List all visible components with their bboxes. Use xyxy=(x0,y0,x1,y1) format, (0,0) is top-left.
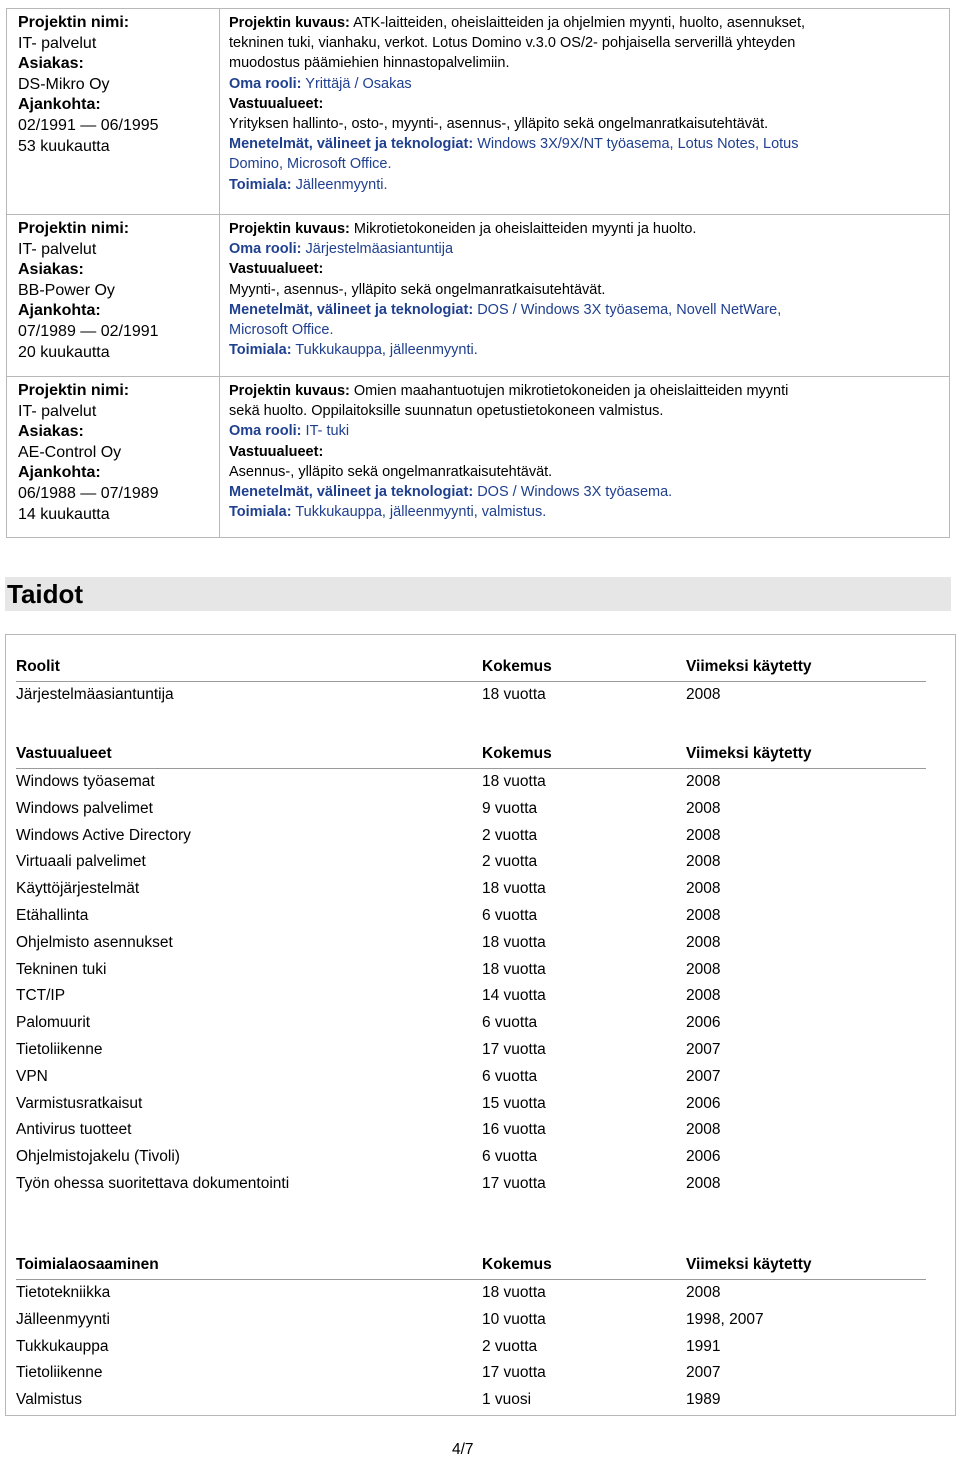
skill-name: Virtuaali palvelimet xyxy=(16,853,146,871)
project-duration: 14 kuukautta xyxy=(18,505,110,523)
last-used-header: Viimeksi käytetty xyxy=(686,745,812,763)
project-summary-cell xyxy=(7,9,220,215)
project-row xyxy=(7,9,950,215)
skill-row xyxy=(16,1307,926,1334)
skill-last-used: 2006 xyxy=(686,1148,721,1166)
skill-experience: 6 vuotta xyxy=(482,1014,538,1032)
skill-experience: 18 vuotta xyxy=(482,1284,546,1301)
skill-last-used: 1991 xyxy=(686,1337,721,1355)
skill-name: Tietoliikenne xyxy=(16,1364,103,1382)
skill-row xyxy=(16,1171,926,1198)
responsibilities-table xyxy=(16,741,926,1198)
project-duration: 53 kuukautta xyxy=(18,137,110,155)
skill-last-used: 2008 xyxy=(686,1121,721,1139)
project-history-table xyxy=(6,8,950,538)
methods-label: Menetelmät, välineet ja teknologiat: xyxy=(229,484,474,501)
project-details xyxy=(220,9,949,195)
skill-name: Tukkukauppa xyxy=(16,1337,109,1355)
skill-name: Etähallinta xyxy=(16,906,89,924)
skill-name: Windows työasemat xyxy=(16,773,155,790)
industry-text: Tukkukauppa, jälleenmyynti, valmistus. xyxy=(295,504,547,521)
skill-experience: 2 vuotta xyxy=(482,826,538,844)
responsibilities-header-row xyxy=(16,741,926,769)
skill-row xyxy=(16,1334,926,1361)
project-details xyxy=(220,377,949,522)
period-label: Ajankohta: xyxy=(18,464,101,482)
methods-text: DOS / Windows 3X työasema, Novell NetWare, xyxy=(477,301,782,318)
project-row xyxy=(7,215,950,377)
period-label: Ajankohta: xyxy=(18,96,101,114)
skill-row xyxy=(16,903,926,930)
skill-row xyxy=(16,957,926,984)
skill-last-used: 2007 xyxy=(686,1364,721,1382)
methods-line xyxy=(229,154,941,174)
industries-header-row xyxy=(16,1252,926,1280)
skill-row xyxy=(16,1360,926,1387)
description-line xyxy=(229,219,941,239)
industry-line xyxy=(229,502,941,522)
client-name: AE-Control Oy xyxy=(18,443,122,461)
skill-experience: 14 vuotta xyxy=(482,987,546,1005)
skill-row xyxy=(16,849,926,876)
industry-label: Toimiala: xyxy=(229,176,292,193)
experience-header: Kokemus xyxy=(482,1256,552,1274)
project-name: IT- palvelut xyxy=(18,240,97,258)
skill-last-used: 2006 xyxy=(686,1014,721,1032)
industry-line xyxy=(229,175,941,195)
skill-last-used: 2008 xyxy=(686,686,721,703)
project-name-label: Projektin nimi: xyxy=(18,14,130,31)
industry-text: Tukkukauppa, jälleenmyynti. xyxy=(295,342,478,359)
industries-header: Toimialaosaaminen xyxy=(16,1256,159,1274)
skill-name: Varmistusratkaisut xyxy=(16,1094,143,1112)
skill-name: Windows palvelimet xyxy=(16,799,153,817)
last-used-header: Viimeksi käytetty xyxy=(686,1256,812,1274)
project-name: IT- palvelut xyxy=(18,402,97,420)
project-details-cell xyxy=(220,215,950,377)
skill-name: VPN xyxy=(16,1067,48,1085)
skill-row xyxy=(16,1144,926,1171)
skill-row xyxy=(16,1091,926,1118)
project-summary xyxy=(7,215,219,363)
skill-last-used: 2008 xyxy=(686,826,721,844)
experience-header: Kokemus xyxy=(482,658,552,676)
skill-row xyxy=(16,1010,926,1037)
industry-text: Jälleenmyynti. xyxy=(295,176,388,193)
experience-header: Kokemus xyxy=(482,745,552,763)
skill-experience: 17 vuotta xyxy=(482,1040,546,1058)
skill-experience: 17 vuotta xyxy=(482,1364,546,1382)
skill-experience: 16 vuotta xyxy=(482,1121,546,1139)
description-text: Mikrotietokoneiden ja oheislaitteiden myynti ja huolto. xyxy=(353,221,697,237)
project-name-label: Projektin nimi: xyxy=(18,220,130,237)
skill-experience: 2 vuotta xyxy=(482,1337,538,1355)
skill-experience: 6 vuotta xyxy=(482,906,538,924)
client-label: Asiakas: xyxy=(18,55,84,73)
skill-last-used: 2008 xyxy=(686,880,721,898)
description-line xyxy=(229,53,941,73)
methods-line xyxy=(229,300,941,320)
role-line xyxy=(229,239,941,259)
skill-row xyxy=(16,930,926,957)
description-line xyxy=(229,401,941,421)
responsibilities-text: Asennus-, ylläpito sekä ongelmanratkaisutehtävät. xyxy=(229,463,553,480)
skill-row xyxy=(16,796,926,823)
skill-row xyxy=(16,1037,926,1064)
project-summary-cell xyxy=(7,215,220,377)
methods-text: Microsoft Office. xyxy=(229,322,334,339)
skills-box xyxy=(5,634,956,1416)
description-text: ATK-laitteiden, oheislaitteiden ja ohjelmien myynti, huolto, asennukset, xyxy=(353,15,806,31)
project-details-cell xyxy=(220,9,950,215)
skill-name: Palomuurit xyxy=(16,1014,91,1032)
skill-row xyxy=(16,983,926,1010)
description-label: Projektin kuvaus: xyxy=(229,15,350,31)
client-label: Asiakas: xyxy=(18,423,84,441)
project-name-label: Projektin nimi: xyxy=(18,382,130,399)
skill-experience: 18 vuotta xyxy=(482,960,546,978)
skill-row xyxy=(16,682,926,709)
skill-row xyxy=(16,1064,926,1091)
skill-experience: 18 vuotta xyxy=(482,686,546,703)
project-summary-cell xyxy=(7,377,220,538)
role-label: Oma rooli: xyxy=(229,241,302,258)
roles-header-row xyxy=(16,654,926,682)
role-text: Yrittäjä / Osakas xyxy=(305,75,412,92)
skills-section-heading: Taidot xyxy=(5,577,951,611)
skill-name: Järjestelmäasiantuntija xyxy=(16,686,174,703)
skill-experience: 9 vuotta xyxy=(482,799,538,817)
skill-name: Ohjelmisto asennukset xyxy=(16,933,173,951)
role-label: Oma rooli: xyxy=(229,423,302,440)
methods-label: Menetelmät, välineet ja teknologiat: xyxy=(229,136,474,153)
project-summary xyxy=(7,9,219,157)
project-details xyxy=(220,215,949,360)
project-period: 02/1991 — 06/1995 xyxy=(18,116,159,134)
methods-text: Windows 3X/9X/NT työasema, Lotus Notes, Lotus xyxy=(477,136,799,153)
skill-last-used: 2008 xyxy=(686,853,721,871)
project-details-cell xyxy=(220,377,950,538)
project-name: IT- palvelut xyxy=(18,34,97,52)
page-number: 4/7 xyxy=(452,1441,474,1458)
skill-last-used: 2006 xyxy=(686,1094,721,1112)
responsibilities-label: Vastuualueet: xyxy=(229,95,324,112)
industries-table xyxy=(16,1252,926,1414)
skill-name: Tekninen tuki xyxy=(16,960,107,978)
skill-row xyxy=(16,823,926,850)
last-used-header: Viimeksi käytetty xyxy=(686,658,812,676)
skill-experience: 17 vuotta xyxy=(482,1174,546,1192)
skill-name: Käyttöjärjestelmät xyxy=(16,880,140,898)
responsibilities-text: Myynti-, asennus-, ylläpito sekä ongelmanratkaisutehtävät. xyxy=(229,281,606,298)
skill-name: Antivirus tuotteet xyxy=(16,1121,132,1139)
description-line xyxy=(229,33,941,53)
skill-experience: 6 vuotta xyxy=(482,1067,538,1085)
skill-row xyxy=(16,1280,926,1307)
skill-experience: 15 vuotta xyxy=(482,1094,546,1112)
industry-label: Toimiala: xyxy=(229,342,292,359)
period-label: Ajankohta: xyxy=(18,302,101,320)
description-line xyxy=(229,381,941,401)
methods-line xyxy=(229,134,941,154)
client-name: DS-Mikro Oy xyxy=(18,75,110,93)
role-line xyxy=(229,421,941,441)
client-name: BB-Power Oy xyxy=(18,281,115,299)
skill-last-used: 2008 xyxy=(686,987,721,1005)
skill-name: Jälleenmyynti xyxy=(16,1310,110,1328)
responsibilities-label: Vastuualueet: xyxy=(229,443,324,460)
skill-name: TCT/IP xyxy=(16,987,66,1005)
skill-name: Työn ohessa suoritettava dokumentointi xyxy=(16,1174,290,1192)
description-label: Projektin kuvaus: xyxy=(229,383,350,399)
skill-row xyxy=(16,769,926,796)
skill-last-used: 2008 xyxy=(686,1284,721,1301)
role-label: Oma rooli: xyxy=(229,75,302,92)
skill-last-used: 2008 xyxy=(686,799,721,817)
description-text: sekä huolto. Oppilaitoksille suunnatun opetustietokoneen valmistus. xyxy=(229,403,664,420)
project-row xyxy=(7,377,950,538)
industry-label: Toimiala: xyxy=(229,504,292,521)
methods-line xyxy=(229,320,941,340)
skill-experience: 2 vuotta xyxy=(482,853,538,871)
project-period: 07/1989 — 02/1991 xyxy=(18,322,159,340)
project-duration: 20 kuukautta xyxy=(18,343,110,361)
methods-text: DOS / Windows 3X työasema. xyxy=(477,484,673,501)
methods-label: Menetelmät, välineet ja teknologiat: xyxy=(229,301,474,318)
skill-last-used: 2008 xyxy=(686,1174,721,1192)
skill-row xyxy=(16,876,926,903)
role-line xyxy=(229,74,941,94)
project-summary xyxy=(7,377,219,525)
description-text: tekninen tuki, vianhaku, verkot. Lotus Domino v.3.0 OS/2- pohjaisella serverillä yhteyden xyxy=(229,35,796,52)
project-period: 06/1988 — 07/1989 xyxy=(18,484,159,502)
skill-name: Valmistus xyxy=(16,1391,83,1409)
skill-name: Tietotekniikka xyxy=(16,1284,111,1301)
client-label: Asiakas: xyxy=(18,261,84,279)
skill-row xyxy=(16,1117,926,1144)
skill-experience: 6 vuotta xyxy=(482,1148,538,1166)
skill-name: Ohjelmistojakelu (Tivoli) xyxy=(16,1148,180,1166)
role-text: Järjestelmäasiantuntija xyxy=(305,241,454,258)
skill-experience: 18 vuotta xyxy=(482,773,546,790)
skill-last-used: 1989 xyxy=(686,1391,721,1409)
skill-experience: 18 vuotta xyxy=(482,933,546,951)
skill-last-used: 2008 xyxy=(686,773,721,790)
skill-last-used: 2007 xyxy=(686,1067,721,1085)
responsibilities-header: Vastuualueet xyxy=(16,745,112,763)
skill-name: Windows Active Directory xyxy=(16,826,191,844)
skill-last-used: 2008 xyxy=(686,906,721,924)
skill-experience: 10 vuotta xyxy=(482,1310,546,1328)
skill-last-used: 1998, 2007 xyxy=(686,1310,764,1328)
skill-name: Tietoliikenne xyxy=(16,1040,103,1058)
skill-experience: 1 vuosi xyxy=(482,1391,532,1409)
skill-experience: 18 vuotta xyxy=(482,880,546,898)
roles-table xyxy=(16,654,926,709)
skill-last-used: 2007 xyxy=(686,1040,721,1058)
description-label: Projektin kuvaus: xyxy=(229,221,350,237)
methods-line xyxy=(229,482,941,502)
skill-last-used: 2008 xyxy=(686,933,721,951)
industry-line xyxy=(229,340,941,360)
skill-row xyxy=(16,1387,926,1414)
responsibilities-label: Vastuualueet: xyxy=(229,261,324,278)
description-line xyxy=(229,13,941,33)
roles-header: Roolit xyxy=(16,658,60,676)
responsibilities-text: Yrityksen hallinto-, osto-, myynti-, asennus-, ylläpito sekä ongelmanratkaisutehtävät. xyxy=(229,116,769,133)
description-text: muodostus päämiehien hinnastopalvelimiin. xyxy=(229,55,510,72)
role-text: IT- tuki xyxy=(305,423,350,440)
methods-text: Domino, Microsoft Office. xyxy=(229,156,392,173)
skill-last-used: 2008 xyxy=(686,960,721,978)
description-text: Omien maahantuotujen mikrotietokoneiden ja oheislaitteiden myynti xyxy=(353,383,789,399)
